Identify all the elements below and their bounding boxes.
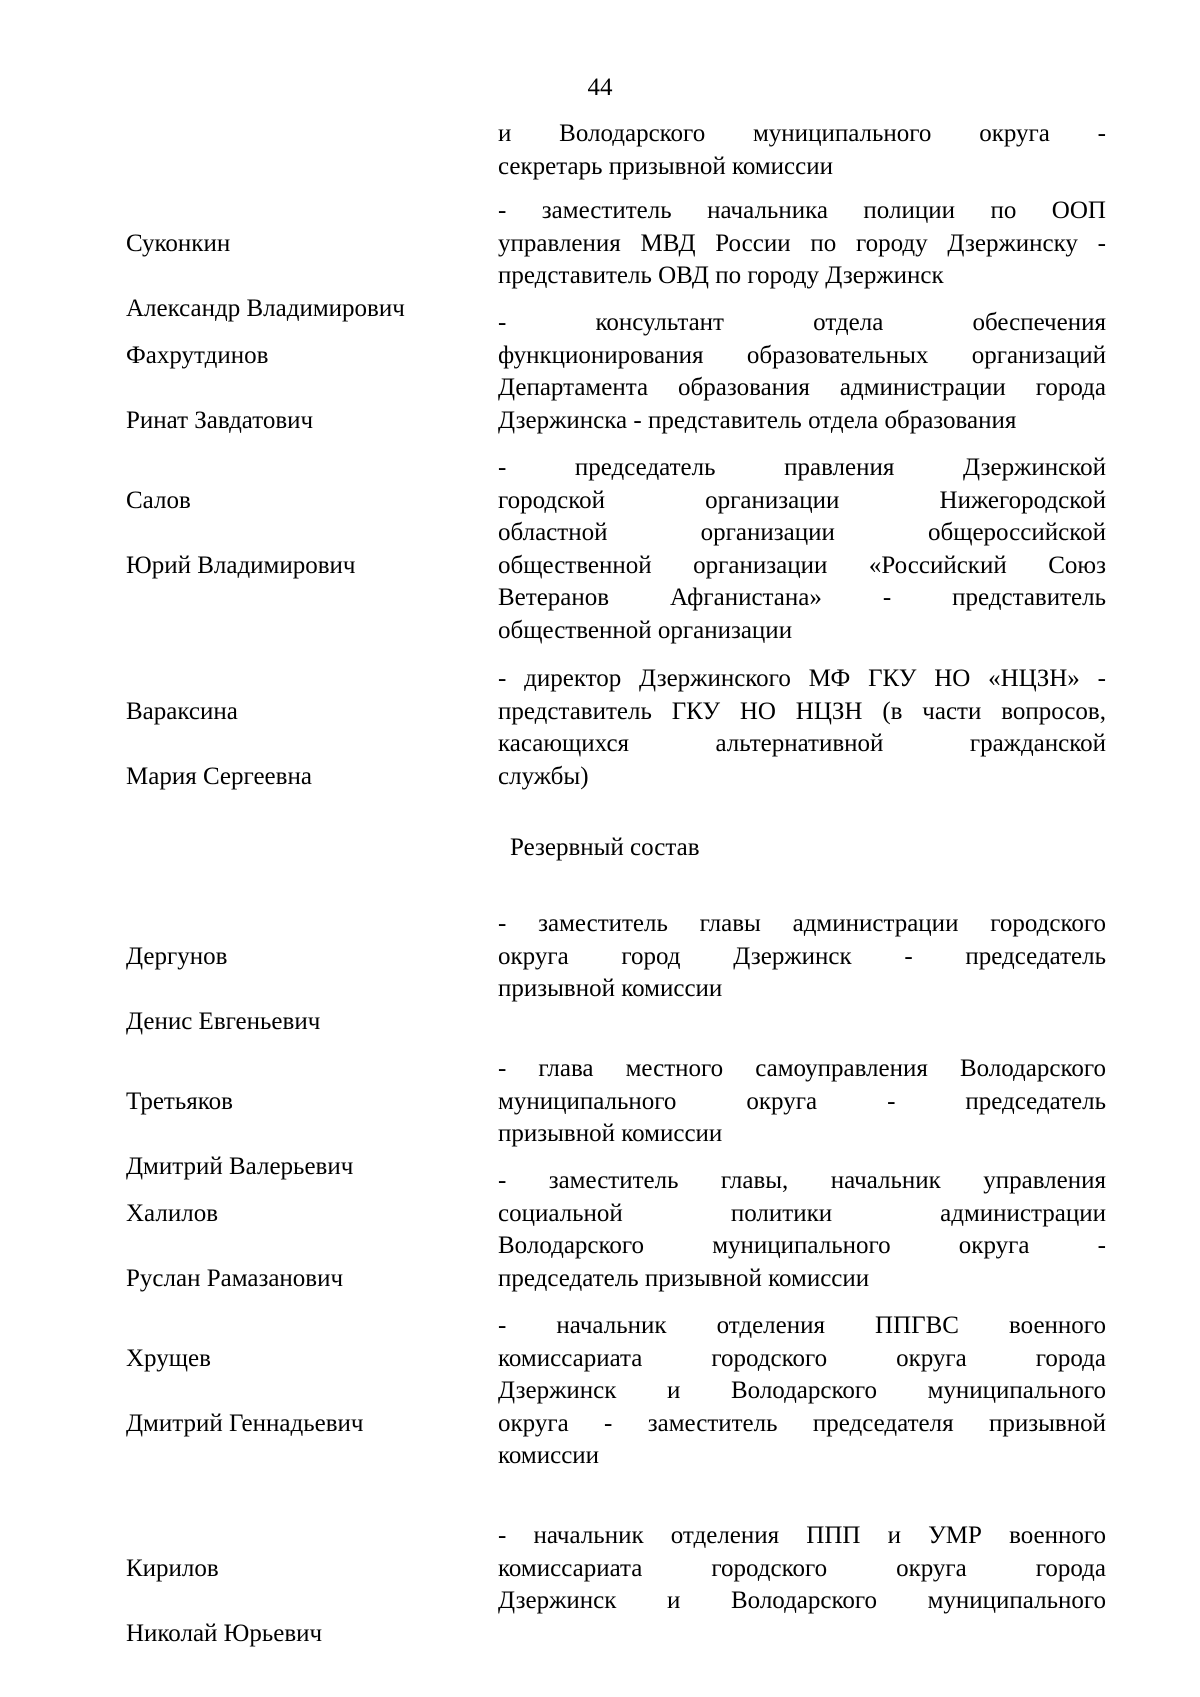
word: начальник bbox=[830, 1167, 941, 1194]
member-name bbox=[126, 307, 466, 470]
word: председатель bbox=[965, 942, 1106, 970]
member-surname: Дергунов bbox=[126, 942, 228, 970]
description-line bbox=[498, 696, 1106, 729]
word: организации bbox=[705, 486, 840, 514]
word: Дзержинску bbox=[947, 229, 1078, 257]
word: ППГВС bbox=[875, 1312, 959, 1339]
member-surname: Суконкин bbox=[126, 229, 231, 257]
description-line: комиссии bbox=[498, 1442, 600, 1469]
word: Департамента bbox=[498, 374, 649, 401]
word: России bbox=[715, 229, 791, 257]
description-line: председатель призывной комиссии bbox=[498, 1264, 870, 1292]
word: «Российский bbox=[868, 551, 1007, 579]
description-line bbox=[498, 372, 1106, 405]
description-line bbox=[498, 941, 1106, 974]
word: начальник bbox=[533, 1522, 644, 1549]
word: образовательных bbox=[746, 341, 929, 369]
word: - bbox=[1097, 229, 1106, 257]
word: городского bbox=[990, 910, 1106, 937]
word: Володарского bbox=[959, 1055, 1106, 1082]
description-line: призывной комиссии bbox=[498, 975, 723, 1002]
word: - bbox=[498, 665, 507, 692]
word: - bbox=[1097, 665, 1106, 692]
member-surname: Вараксина bbox=[126, 697, 238, 725]
word: города bbox=[1035, 374, 1106, 401]
word: организации bbox=[693, 551, 828, 579]
word: представитель bbox=[952, 584, 1106, 611]
description-line bbox=[498, 663, 1106, 696]
word: председателя bbox=[812, 1409, 954, 1437]
word: муниципального bbox=[752, 120, 932, 147]
word: округа bbox=[896, 1344, 967, 1372]
word: муниципального bbox=[498, 1087, 677, 1115]
description-line: Дзержинска - представитель отдела образования bbox=[498, 406, 1017, 434]
member-surname: Хрущев bbox=[126, 1344, 211, 1372]
description-line: службы) bbox=[498, 762, 589, 790]
word: администрации bbox=[839, 374, 1006, 401]
description-line bbox=[498, 908, 1106, 941]
word: вопросов, bbox=[1001, 697, 1106, 725]
member-name bbox=[126, 1520, 466, 1683]
word: Ветеранов bbox=[498, 584, 610, 611]
description-line bbox=[498, 1198, 1106, 1231]
description-line: общественной организации bbox=[498, 616, 793, 644]
word: Володарского bbox=[730, 1377, 877, 1404]
word: округа bbox=[958, 1232, 1030, 1259]
word: Володарского bbox=[559, 120, 706, 147]
member-name bbox=[126, 663, 466, 826]
word: город bbox=[621, 942, 681, 970]
word: МВД bbox=[640, 229, 696, 257]
word: муниципального bbox=[927, 1377, 1106, 1404]
description-line bbox=[498, 550, 1106, 583]
word: областной bbox=[498, 519, 608, 546]
word: заместитель bbox=[541, 197, 672, 224]
word: городской bbox=[498, 486, 605, 514]
description-line: представитель ОВД по городу Дзержинск bbox=[498, 262, 944, 289]
description-line bbox=[498, 1553, 1106, 1586]
member-surname: Халилов bbox=[126, 1199, 219, 1227]
member-surname: Кирилов bbox=[126, 1554, 219, 1582]
word: - bbox=[498, 1055, 507, 1082]
description-line bbox=[498, 728, 1106, 761]
word: округа bbox=[896, 1554, 967, 1582]
description-line bbox=[498, 340, 1106, 373]
description-line bbox=[498, 1053, 1106, 1086]
word: заместитель bbox=[647, 1409, 778, 1437]
word: администрации bbox=[792, 910, 959, 937]
word: - bbox=[498, 454, 507, 481]
member-surname: Третьяков bbox=[126, 1087, 233, 1115]
word: Дзержинского bbox=[639, 665, 791, 692]
word: комиссариата bbox=[498, 1344, 643, 1372]
word: Дзержинск bbox=[498, 1377, 617, 1404]
word: - bbox=[1097, 120, 1106, 147]
word: Володарского bbox=[730, 1587, 877, 1614]
word: председатель bbox=[574, 454, 716, 481]
page-number: 44 bbox=[587, 74, 613, 101]
member-name bbox=[126, 1310, 466, 1473]
member-given-names: Юрий Владимирович bbox=[126, 551, 356, 579]
word: ГКУ bbox=[671, 697, 721, 725]
word: города bbox=[1035, 1554, 1106, 1582]
member-description bbox=[498, 1053, 1106, 1151]
member-description bbox=[498, 452, 1106, 647]
word: города bbox=[1035, 1344, 1106, 1372]
word: муниципального bbox=[712, 1232, 891, 1259]
word: организации bbox=[700, 519, 835, 546]
description-line bbox=[498, 582, 1106, 615]
word: альтернативной bbox=[715, 730, 884, 757]
word: МФ bbox=[808, 665, 851, 692]
member-description bbox=[498, 663, 1106, 793]
word: по bbox=[990, 197, 1017, 224]
word: Дзержинск bbox=[733, 942, 852, 970]
word: военного bbox=[1009, 1522, 1106, 1549]
word: и bbox=[667, 1587, 681, 1614]
description-line: секретарь призывной комиссии bbox=[498, 152, 834, 180]
member-surname: Фахрутдинов bbox=[126, 341, 269, 369]
word: отделения bbox=[716, 1312, 825, 1339]
word: директор bbox=[524, 665, 622, 692]
word: гражданской bbox=[969, 730, 1106, 757]
word: Дзержинск bbox=[498, 1587, 617, 1614]
word: полиции bbox=[863, 197, 955, 224]
member-given-names: Дмитрий Валерьевич bbox=[126, 1152, 354, 1180]
word: Афганистана» bbox=[670, 584, 822, 611]
member-surname: Салов bbox=[126, 486, 191, 514]
word: комиссариата bbox=[498, 1554, 643, 1582]
word: глава bbox=[538, 1055, 594, 1082]
description-line bbox=[498, 1520, 1106, 1553]
member-given-names: Николай Юрьевич bbox=[126, 1619, 323, 1647]
member-description bbox=[498, 1310, 1106, 1473]
word: Союз bbox=[1048, 551, 1106, 579]
word: и bbox=[887, 1522, 901, 1549]
word: общероссийской bbox=[927, 519, 1106, 546]
word: председатель bbox=[965, 1087, 1106, 1115]
word: заместитель bbox=[548, 1167, 679, 1194]
member-name bbox=[126, 452, 466, 615]
word: администрации bbox=[940, 1199, 1106, 1227]
description-line bbox=[498, 1375, 1106, 1408]
word: управления bbox=[983, 1167, 1106, 1194]
word: местного bbox=[625, 1055, 724, 1082]
word: (в bbox=[882, 697, 903, 725]
member-name bbox=[126, 1165, 466, 1328]
word: городского bbox=[711, 1554, 828, 1582]
word: политики bbox=[730, 1199, 833, 1227]
word: ППП bbox=[806, 1522, 861, 1549]
description-line: призывной комиссии bbox=[498, 1120, 723, 1147]
description-line bbox=[498, 1310, 1106, 1343]
word: части bbox=[922, 697, 982, 725]
word: отдела bbox=[813, 309, 884, 336]
description-line bbox=[498, 228, 1106, 261]
word: - bbox=[498, 910, 507, 937]
word: Нижегородской bbox=[939, 486, 1106, 514]
word: - bbox=[498, 309, 507, 336]
member-given-names: Дмитрий Геннадьевич bbox=[126, 1409, 364, 1437]
word: организаций bbox=[971, 341, 1106, 369]
member-description bbox=[498, 307, 1106, 437]
word: - bbox=[498, 1167, 507, 1194]
member-description bbox=[498, 195, 1106, 293]
member-description bbox=[498, 1165, 1106, 1295]
word: самоуправления bbox=[755, 1055, 928, 1082]
word: НЦЗН bbox=[795, 697, 863, 725]
description-line bbox=[498, 1230, 1106, 1263]
word: - bbox=[498, 197, 507, 224]
description-line bbox=[498, 1585, 1106, 1618]
word: округа bbox=[979, 120, 1050, 147]
description-line bbox=[498, 118, 1106, 151]
description-line bbox=[498, 1408, 1106, 1441]
word: округа bbox=[498, 942, 569, 970]
reserve-section-title: Резервный состав bbox=[510, 834, 700, 861]
word: НО bbox=[934, 665, 971, 692]
description-line bbox=[498, 195, 1106, 228]
description-line bbox=[498, 1165, 1106, 1198]
member-given-names: Руслан Рамазанович bbox=[126, 1264, 344, 1292]
description-line bbox=[498, 1343, 1106, 1376]
member-given-names: Александр Владимирович bbox=[126, 294, 405, 322]
word: и bbox=[498, 120, 512, 147]
word: социальной bbox=[498, 1199, 623, 1227]
word: - bbox=[887, 1087, 896, 1115]
word: главы, bbox=[720, 1167, 789, 1194]
word: - bbox=[882, 584, 892, 611]
top-fragment-description bbox=[498, 118, 1106, 183]
word: муниципального bbox=[927, 1587, 1106, 1614]
word: Володарского bbox=[498, 1232, 645, 1259]
word: военного bbox=[1009, 1312, 1106, 1339]
word: функционирования bbox=[498, 341, 704, 369]
word: по bbox=[810, 229, 837, 257]
word: и bbox=[667, 1377, 681, 1404]
member-given-names: Денис Евгеньевич bbox=[126, 1007, 321, 1035]
word: представитель bbox=[498, 697, 652, 725]
word: округа bbox=[498, 1409, 569, 1437]
description-line bbox=[498, 307, 1106, 340]
description-line bbox=[498, 1086, 1106, 1119]
word: образования bbox=[678, 374, 810, 401]
word: «НЦЗН» bbox=[988, 665, 1080, 692]
word: призывной bbox=[988, 1409, 1106, 1437]
word: - bbox=[498, 1312, 507, 1339]
word: заместитель bbox=[538, 910, 668, 937]
word: начальник bbox=[556, 1312, 667, 1339]
word: Дзержинской bbox=[962, 454, 1106, 481]
word: управления bbox=[498, 229, 621, 257]
word: УМР bbox=[928, 1522, 982, 1549]
word: касающихся bbox=[498, 730, 630, 757]
word: обеспечения bbox=[972, 309, 1106, 336]
word: общественной bbox=[498, 551, 652, 579]
member-given-names: Ринат Завдатович bbox=[126, 406, 314, 434]
member-description bbox=[498, 908, 1106, 1006]
word: городу bbox=[855, 229, 928, 257]
member-name bbox=[126, 908, 466, 1071]
word: ГКУ bbox=[868, 665, 917, 692]
word: консультант bbox=[595, 309, 724, 336]
word: начальника bbox=[707, 197, 828, 224]
word: городского bbox=[711, 1344, 828, 1372]
word: - bbox=[1097, 1232, 1106, 1259]
word: - bbox=[604, 1409, 613, 1437]
word: НО bbox=[739, 697, 776, 725]
member-description bbox=[498, 1520, 1106, 1618]
word: округа bbox=[746, 1087, 818, 1115]
word: - bbox=[498, 1522, 507, 1549]
word: - bbox=[904, 942, 913, 970]
member-given-names: Мария Сергеевна bbox=[126, 762, 312, 790]
word: ООП bbox=[1051, 197, 1106, 224]
word: главы bbox=[699, 910, 761, 937]
word: правления bbox=[784, 454, 895, 481]
description-line bbox=[498, 485, 1106, 518]
description-line bbox=[498, 517, 1106, 550]
description-line bbox=[498, 452, 1106, 485]
word: отделения bbox=[670, 1522, 780, 1549]
